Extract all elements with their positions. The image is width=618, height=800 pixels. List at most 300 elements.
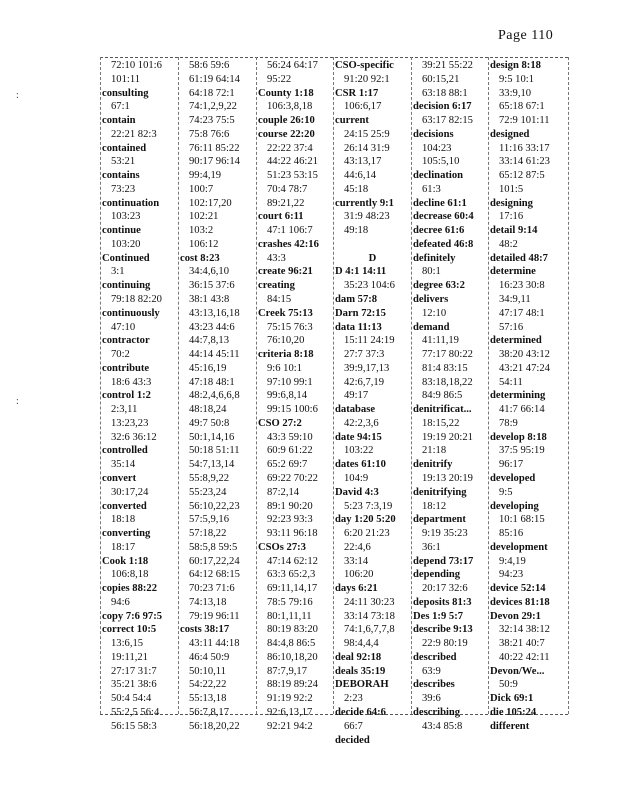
index-reference: 11:16 33:17 <box>499 142 550 154</box>
index-reference: 49:18 <box>344 225 369 237</box>
index-reference: 65:2 69:7 <box>267 459 308 471</box>
index-reference: 49:17 <box>344 390 369 402</box>
index-reference: 54:7,13,14 <box>189 459 235 471</box>
index-reference: 48:18,24 <box>189 404 227 416</box>
index-reference: 67:1 <box>111 101 130 113</box>
index-reference: 102:21 <box>189 211 219 223</box>
index-reference: 38:21 40:7 <box>499 638 545 650</box>
index-reference: 54:11 <box>499 376 523 388</box>
index-reference: 21:18 <box>422 445 447 457</box>
index-reference: 100:7 <box>189 183 214 195</box>
index-reference: 39:9,17,13 <box>344 362 390 374</box>
index-term: device 52:14 <box>490 583 546 595</box>
index-reference: 18:17 <box>111 541 136 553</box>
index-term: court 6:11 <box>258 211 304 223</box>
index-reference: 38:1 43:8 <box>189 294 230 306</box>
index-reference: 86:10,18,20 <box>267 651 318 663</box>
index-term: consulting <box>102 87 149 99</box>
index-term: data 11:13 <box>335 321 382 333</box>
index-term: definitely <box>413 252 456 264</box>
index-reference: 98:4,4,4 <box>344 638 379 650</box>
index-reference: 105:5,10 <box>422 156 460 168</box>
index-reference: 56:10,22,23 <box>189 500 240 512</box>
index-term: decided <box>335 734 370 746</box>
index-reference: 33:14 61:23 <box>499 156 550 168</box>
index-reference: 106:20 <box>344 569 374 581</box>
index-reference: 75:15 76:3 <box>267 321 313 333</box>
index-reference: 73:23 <box>111 183 136 195</box>
index-reference: 60:17,22,24 <box>189 555 240 567</box>
index-reference: 2:23 <box>344 693 363 705</box>
index-reference: 48:2 <box>499 238 518 250</box>
index-reference: 69:11,14,17 <box>267 583 318 595</box>
index-reference: 19:19 20:21 <box>422 431 473 443</box>
index-term: copies 88:22 <box>102 583 158 595</box>
index-reference: 47:18 48:1 <box>189 376 235 388</box>
index-reference: 103:2 <box>189 225 214 237</box>
index-term: detail 9:14 <box>490 225 538 237</box>
index-term: database <box>335 404 376 416</box>
index-reference: 42:6,7,19 <box>344 376 385 388</box>
index-term: contractor <box>102 335 150 347</box>
index-term: dates 61:10 <box>335 459 386 471</box>
index-reference: 87:2,14 <box>267 486 300 498</box>
index-reference: 103:22 <box>344 445 374 457</box>
index-reference: 22:9 80:19 <box>422 638 468 650</box>
index-term: developed <box>490 472 536 484</box>
index-reference: 34:9,11 <box>499 294 531 306</box>
index-reference: 57:5,9,16 <box>189 514 230 526</box>
index-reference: 43:3 59:10 <box>267 431 313 443</box>
index-reference: 32:14 38:12 <box>499 624 550 636</box>
index-reference: 40:22 42:11 <box>499 651 550 663</box>
index-reference: 106:8,18 <box>111 569 149 581</box>
index-reference: 5:23 7:3,19 <box>344 500 393 512</box>
index-reference: 99:6,8,14 <box>267 390 308 402</box>
index-reference: 22:4,6 <box>344 541 371 553</box>
index-term: design 8:18 <box>490 60 541 71</box>
index-reference: 50:9 <box>499 679 518 691</box>
index-reference: 63:9 <box>422 665 441 677</box>
index-term: contained <box>102 142 147 154</box>
index-reference: 65:18 67:1 <box>499 101 545 113</box>
index-term: contribute <box>102 362 150 374</box>
index-term: decide 64:6 <box>335 706 386 718</box>
index-term: continuing <box>102 280 151 292</box>
column-rule <box>568 57 569 714</box>
index-reference: 101:5 <box>499 183 524 195</box>
index-reference: 42:2,3,6 <box>344 417 379 429</box>
index-reference: 55:23,24 <box>189 486 227 498</box>
index-column-1 <box>102 59 177 734</box>
index-term: decrease 60:4 <box>413 211 474 223</box>
index-term: denitrify <box>413 459 453 471</box>
index-reference: 39:6 <box>422 693 441 705</box>
index-reference: 95:22 <box>267 73 292 85</box>
index-reference: 78:5 79:16 <box>267 596 313 608</box>
index-term: determine <box>490 266 536 278</box>
index-reference: 24:15 25:9 <box>344 128 390 140</box>
index-reference: 84:15 <box>267 294 292 306</box>
index-reference: 45:18 <box>344 183 369 195</box>
index-term: CSO 27:2 <box>258 417 302 429</box>
index-reference: 77:17 80:22 <box>422 349 473 361</box>
section-letter: D <box>368 252 377 264</box>
index-term: decline 61:1 <box>413 197 467 209</box>
index-reference: 35:14 <box>111 459 136 471</box>
index-reference: 92:23 93:3 <box>267 514 313 526</box>
index-reference: 55:8,9,22 <box>189 472 230 484</box>
punch-hole-mark: : <box>16 396 19 407</box>
index-reference: 72:10 101:6 <box>111 60 162 71</box>
index-column-2 <box>180 59 255 734</box>
index-reference: 56:18,20,22 <box>189 720 240 732</box>
index-reference: 16:23 30:8 <box>499 280 545 292</box>
index-reference: 90:17 96:14 <box>189 156 240 168</box>
index-term: develop 8:18 <box>490 431 547 443</box>
index-term: controlled <box>102 445 148 457</box>
index-reference: 72:9 101:11 <box>499 115 550 127</box>
index-reference: 89:21,22 <box>267 197 305 209</box>
index-reference: 20:17 32:6 <box>422 583 468 595</box>
index-term: designed <box>490 128 530 140</box>
index-reference: 19:11,21 <box>111 651 148 663</box>
index-term: converting <box>102 528 151 540</box>
index-term: costs 38:17 <box>180 624 230 636</box>
index-term: crashes 42:16 <box>258 238 319 250</box>
index-term: devices 81:18 <box>490 596 550 608</box>
index-term: creating <box>258 280 295 292</box>
index-reference: 101:11 <box>111 73 141 85</box>
index-term: continuation <box>102 197 160 209</box>
index-term: different <box>490 720 530 732</box>
page-number: Page 110 <box>498 28 554 43</box>
index-reference: 41:11,19 <box>422 335 459 347</box>
index-reference: 84:9 86:5 <box>422 390 463 402</box>
index-reference: 99:15 100:6 <box>267 404 318 416</box>
index-reference: 49:7 50:8 <box>189 417 230 429</box>
index-reference: 56:7,8,17 <box>189 706 230 718</box>
column-rule <box>333 57 334 714</box>
index-reference: 85:16 <box>499 528 524 540</box>
index-reference: 32:6 36:12 <box>111 431 157 443</box>
index-term: CSR 1:17 <box>335 87 379 99</box>
index-reference: 99:4,19 <box>189 170 222 182</box>
index-column-5 <box>413 59 487 734</box>
index-reference: 60:15,21 <box>422 73 460 85</box>
index-term: CSO-specific <box>335 60 394 71</box>
index-reference: 58:6 59:6 <box>189 60 230 71</box>
index-reference: 74:1,6,7,7,8 <box>344 624 395 636</box>
index-term: detailed 48:7 <box>490 252 548 264</box>
index-reference: 81:4 83:15 <box>422 362 468 374</box>
index-reference: 89:1 90:20 <box>267 500 313 512</box>
index-reference: 63:18 88:1 <box>422 87 468 99</box>
index-reference: 104:23 <box>422 142 452 154</box>
index-term: development <box>490 541 548 553</box>
index-reference: 50:10,11 <box>189 665 226 677</box>
index-term: Devon/We... <box>490 665 545 677</box>
index-reference: 10:1 68:15 <box>499 514 545 526</box>
index-reference: 65:12 87:5 <box>499 170 545 182</box>
index-term: DEBORAH <box>335 679 389 691</box>
index-term: day 1:20 5:20 <box>335 514 396 526</box>
index-reference: 43:13,17 <box>344 156 382 168</box>
index-reference: 64:12 68:15 <box>189 569 240 581</box>
index-reference <box>335 238 410 252</box>
index-term: delivers <box>413 294 449 306</box>
index-term: denitrifying <box>413 486 467 498</box>
index-reference: 44:22 46:21 <box>267 156 318 168</box>
index-reference: 46:4 50:9 <box>189 651 230 663</box>
index-term: criteria 8:18 <box>258 349 314 361</box>
index-reference: 92:6,13,17 <box>267 706 313 718</box>
index-reference: 12:10 <box>422 307 447 319</box>
index-term: converted <box>102 500 147 512</box>
index-reference: 9:5 10:1 <box>499 73 535 85</box>
index-reference: 61:3 <box>422 183 441 195</box>
index-reference: 106:6,17 <box>344 101 382 113</box>
index-reference: 55:13,18 <box>189 693 227 705</box>
index-reference: 102:17,20 <box>189 197 232 209</box>
index-reference: 47:1 106:7 <box>267 225 313 237</box>
index-reference: 91:19 92:2 <box>267 693 313 705</box>
index-term: continuously <box>102 307 160 319</box>
index-term: Des 1:9 5:7 <box>413 610 464 622</box>
index-reference: 47:14 62:12 <box>267 555 318 567</box>
index-term: deposits 81:3 <box>413 596 472 608</box>
index-term: Dick 69:1 <box>490 693 534 705</box>
index-column-6 <box>490 59 567 734</box>
index-term: control 1:2 <box>102 390 151 402</box>
index-reference: 27:17 31:7 <box>111 665 157 677</box>
index-reference: 24:11 30:23 <box>344 596 395 608</box>
index-reference: 45:16,19 <box>189 362 227 374</box>
index-column-3 <box>258 59 332 734</box>
index-reference: 30:17,24 <box>111 486 149 498</box>
index-term: demand <box>413 321 450 333</box>
index-reference: 39:21 55:22 <box>422 60 473 71</box>
index-term: current <box>335 115 369 127</box>
index-reference: 18:6 43:3 <box>111 376 152 388</box>
index-term: correct 10:5 <box>102 624 157 636</box>
index-reference: 106:12 <box>189 238 219 250</box>
index-reference: 33:14 73:18 <box>344 610 395 622</box>
index-reference: 64:18 72:1 <box>189 87 235 99</box>
index-term: convert <box>102 472 137 484</box>
index-term: D 4:1 14:11 <box>335 266 387 278</box>
index-reference: 27:7 37:3 <box>344 349 385 361</box>
index-term: determined <box>490 335 542 347</box>
index-reference: 91:20 92:1 <box>344 73 390 85</box>
index-reference: 50:1,14,16 <box>189 431 235 443</box>
index-reference: 43:3 <box>267 252 286 264</box>
index-reference: 56:24 64:17 <box>267 60 318 71</box>
index-term: described <box>413 651 457 663</box>
index-reference: 80:1 <box>422 266 441 278</box>
index-term: deal 92:18 <box>335 651 382 663</box>
index-reference: 43:4 85:8 <box>422 720 463 732</box>
index-reference: 55:2,5 56:4 <box>111 706 160 718</box>
index-term: describing <box>413 706 461 718</box>
column-rule <box>100 57 101 714</box>
index-reference: 63:3 65:2,3 <box>267 569 316 581</box>
index-reference: 15:11 24:19 <box>344 335 395 347</box>
index-term: days 6:21 <box>335 583 378 595</box>
index-reference: 74:13,18 <box>189 596 227 608</box>
index-reference: 61:19 64:14 <box>189 73 240 85</box>
index-reference: 92:21 94:2 <box>267 720 313 732</box>
index-reference: 33:14 <box>344 555 369 567</box>
index-reference: 18:15,22 <box>422 417 460 429</box>
index-reference: 97:10 99:1 <box>267 376 313 388</box>
index-reference: 36:1 <box>422 541 441 553</box>
index-reference: 2:3,11 <box>111 404 138 416</box>
index-reference: 79:19 96:11 <box>189 610 240 622</box>
index-reference: 44:6,14 <box>344 170 377 182</box>
index-reference: 51:23 53:15 <box>267 170 318 182</box>
index-reference: 44:7,8,13 <box>189 335 230 347</box>
index-reference: 57:18,22 <box>189 528 227 540</box>
index-term: course 22:20 <box>258 128 315 140</box>
index-term: Darn 72:15 <box>335 307 386 319</box>
index-reference: 19:13 20:19 <box>422 472 473 484</box>
index-reference: 53:21 <box>111 156 136 168</box>
index-reference: 47:17 48:1 <box>499 307 545 319</box>
index-term: create 96:21 <box>258 266 313 278</box>
index-reference: 43:21 47:24 <box>499 362 550 374</box>
index-term: defeated 46:8 <box>413 238 474 250</box>
index-reference: 35:21 38:6 <box>111 679 157 691</box>
index-term: dam 57:8 <box>335 294 378 306</box>
index-term: Continued <box>102 252 150 264</box>
index-reference: 93:11 96:18 <box>267 528 318 540</box>
index-reference: 34:4,6,10 <box>189 266 230 278</box>
index-reference: 41:7 66:14 <box>499 404 545 416</box>
index-reference: 66:7 <box>344 720 363 732</box>
index-term: designing <box>490 197 533 209</box>
index-reference: 13:23,23 <box>111 417 149 429</box>
index-reference: 43:13,16,18 <box>189 307 240 319</box>
index-reference: 87:7,9,17 <box>267 665 308 677</box>
index-reference: 9:4,19 <box>499 555 526 567</box>
index-reference: 104:9 <box>344 472 369 484</box>
index-reference: 103:20 <box>111 238 141 250</box>
index-term: die 105:24 <box>490 706 537 718</box>
index-reference: 35:23 104:6 <box>344 280 395 292</box>
index-reference: 94:6 <box>111 596 130 608</box>
index-reference: 54:22,22 <box>189 679 227 691</box>
index-term: currently 9:1 <box>335 197 394 209</box>
index-reference: 60:9 61:22 <box>267 445 313 457</box>
index-term: decision 6:17 <box>413 101 472 113</box>
index-term: copy 7:6 97:5 <box>102 610 163 622</box>
index-term: contains <box>102 170 140 182</box>
index-reference: 17:16 <box>499 211 524 223</box>
index-reference: 6:20 21:23 <box>344 528 390 540</box>
index-reference: 31:9 48:23 <box>344 211 390 223</box>
index-term: describes <box>413 679 455 691</box>
index-reference: 58:5,8 59:5 <box>189 541 238 553</box>
index-term: decisions <box>413 128 454 140</box>
index-term: depending <box>413 569 461 581</box>
index-reference: 80:19 83:20 <box>267 624 318 636</box>
index-reference: 13:6,15 <box>111 638 144 650</box>
index-term: deals 35:19 <box>335 665 386 677</box>
index-reference: 56:15 58:3 <box>111 720 157 732</box>
index-reference: 48:2,4,6,6,8 <box>189 390 240 402</box>
index-term: Devon 29:1 <box>490 610 541 622</box>
index-term: depend 73:17 <box>413 555 474 567</box>
index-term: decree 61:6 <box>413 225 465 237</box>
index-reference: 70:2 <box>111 349 130 361</box>
index-reference: 36:15 37:6 <box>189 280 235 292</box>
column-rule <box>178 57 179 714</box>
index-term: denitrificat... <box>413 404 472 416</box>
index-reference: 22:21 82:3 <box>111 128 157 140</box>
index-term: cost 8:23 <box>180 252 220 264</box>
index-term: describe 9:13 <box>413 624 473 636</box>
index-term: couple 26:10 <box>258 115 315 127</box>
index-reference: 75:8 76:6 <box>189 128 230 140</box>
index-reference: 76:11 85:22 <box>189 142 240 154</box>
index-reference: 43:23 44:6 <box>189 321 235 333</box>
index-reference: 63:17 82:15 <box>422 115 473 127</box>
top-divider <box>100 57 568 58</box>
punch-hole-mark: : <box>16 90 19 101</box>
index-term: David 4:3 <box>335 486 379 498</box>
column-rule <box>411 57 412 714</box>
index-term: County 1:18 <box>258 87 314 99</box>
index-reference: 9:19 35:23 <box>422 528 468 540</box>
index-reference: 106:3,8,18 <box>267 101 313 113</box>
index-reference: 88:19 89:24 <box>267 679 318 691</box>
index-term: declination <box>413 170 464 182</box>
index-term: contain <box>102 115 136 127</box>
column-rule <box>488 57 489 714</box>
index-term: department <box>413 514 466 526</box>
index-reference: 44:14 45:11 <box>189 349 240 361</box>
index-term: continue <box>102 225 141 237</box>
index-reference: 50:4 54:4 <box>111 693 152 705</box>
index-reference: 69:22 70:22 <box>267 472 318 484</box>
index-reference: 76:10,20 <box>267 335 305 347</box>
column-rule <box>256 57 257 714</box>
index-reference: 74:23 75:5 <box>189 115 235 127</box>
index-reference: 47:10 <box>111 321 136 333</box>
index-term: developing <box>490 500 539 512</box>
index-term: Cook 1:18 <box>102 555 149 567</box>
index-reference: 38:20 43:12 <box>499 349 550 361</box>
index-reference: 18:18 <box>111 514 136 526</box>
index-term: date 94:15 <box>335 431 382 443</box>
index-reference: 74:1,2,9,22 <box>189 101 237 113</box>
index-column-4 <box>335 59 410 747</box>
index-reference: 9:6 10:1 <box>267 362 303 374</box>
index-reference: 33:9,10 <box>499 87 532 99</box>
index-term: degree 63:2 <box>413 280 465 292</box>
index-reference: 80:1,11,11 <box>267 610 312 622</box>
index-term: determining <box>490 390 546 402</box>
index-reference: 3:1 <box>111 266 125 278</box>
index-reference: 37:5 95:19 <box>499 445 545 457</box>
index-term: CSOs 27:3 <box>258 541 306 553</box>
index-reference: 22:22 37:4 <box>267 142 313 154</box>
index-reference: 84:4,8 86:5 <box>267 638 316 650</box>
index-reference: 70:4 78:7 <box>267 183 308 195</box>
index-reference: 83:18,18,22 <box>422 376 473 388</box>
index-reference: 18:12 <box>422 500 447 512</box>
